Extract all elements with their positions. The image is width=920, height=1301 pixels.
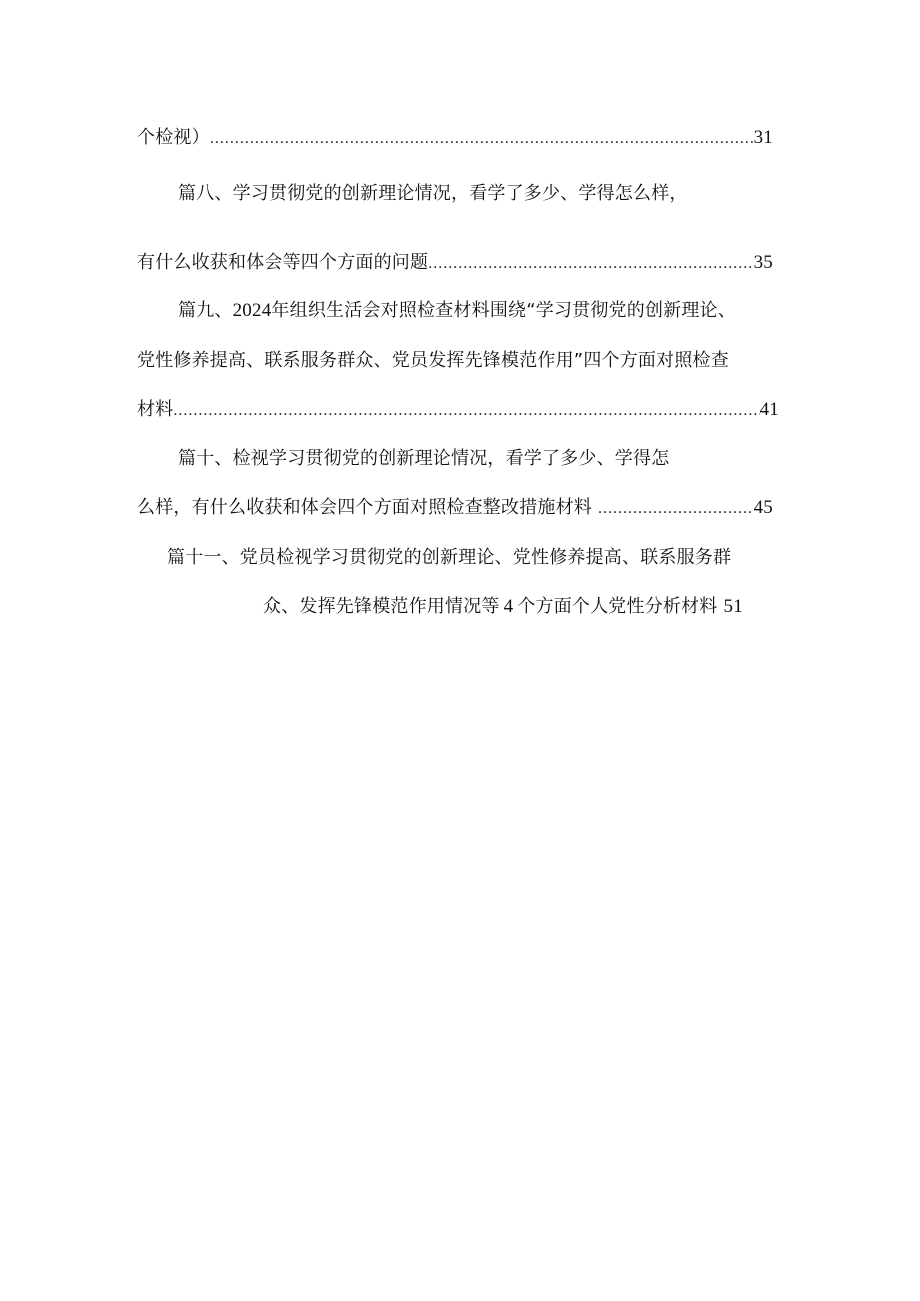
toc-entry-9-prefix: 篇九、	[178, 300, 233, 321]
toc-leader-dots	[173, 398, 759, 424]
toc-entry-9-line-1[interactable]	[178, 298, 736, 324]
toc-entry-7-text: 个检视）	[137, 127, 210, 148]
toc-entry-9-page: 41	[759, 399, 779, 420]
toc-entry-10-page: 45	[753, 497, 773, 518]
toc-entry-11-prefix: 众、发挥先锋模范作用情况等	[263, 596, 500, 617]
toc-entry-7-page: 31	[753, 127, 773, 148]
toc-entry-10-text: 么样，有什么收获和体会四个方面对照检查整改措施材料	[137, 497, 592, 518]
toc-entry-9-suffix: 年组织生活会对照检查材料围绕“学习贯彻党的创新理论、	[271, 300, 736, 321]
toc-leader-dots	[428, 251, 753, 277]
toc-leader-dots	[210, 126, 754, 152]
toc-entry-9-text: 材料	[137, 399, 174, 420]
toc-leader-dots	[598, 496, 754, 522]
toc-entry-11-num: 4	[503, 596, 514, 617]
toc-entry-11-line-1[interactable]: 篇十一、党员检视学习贯彻党的创新理论、党性修养提高、联系服务群	[167, 547, 732, 568]
toc-entry-11-suffix: 个方面个人党性分析材料	[517, 596, 718, 617]
toc-entry-7-line[interactable]	[137, 125, 773, 152]
toc-entry-10-line-2[interactable]	[137, 495, 773, 522]
toc-entry-11-page: 51	[723, 596, 743, 617]
toc-entry-8-page: 35	[753, 252, 773, 273]
toc-entry-9-year: 2024	[232, 300, 272, 321]
toc-entry-11-line-2[interactable]	[263, 594, 743, 620]
toc-entry-8-line-1[interactable]: 篇八、学习贯彻党的创新理论情况，看学了多少、学得怎么样，	[178, 183, 688, 204]
toc-entry-8-text: 有什么收获和体会等四个方面的问题	[137, 252, 429, 273]
toc-entry-8-line-2[interactable]	[137, 250, 773, 277]
toc-entry-9-line-2[interactable]: 党性修养提高、联系服务群众、党员发挥先锋模范作用”四个方面对照检查	[137, 350, 729, 371]
toc-entry-9-line-3[interactable]	[137, 397, 779, 424]
toc-entry-10-line-1[interactable]: 篇十、检视学习贯彻党的创新理论情况，看学了多少、学得怎	[178, 448, 670, 469]
